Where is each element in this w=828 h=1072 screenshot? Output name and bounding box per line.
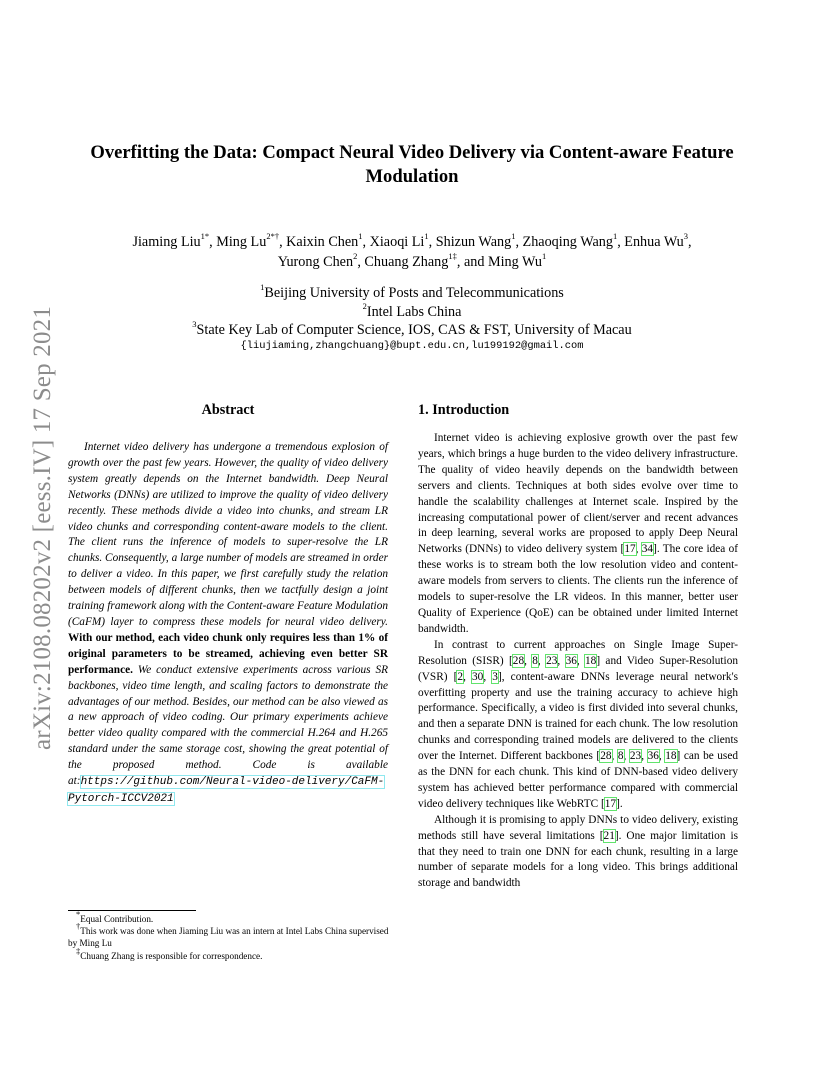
author-name: Kaixin Chen	[286, 234, 359, 250]
author-name: Chuang Zhang	[364, 254, 449, 270]
citation-link[interactable]: 28	[512, 654, 525, 667]
author-name: Yurong Chen	[277, 254, 354, 270]
introduction-body	[418, 431, 738, 892]
footnote-intern: †This work was done when Jiaming Liu was an intern at Intel Labs China supervised by Ming Lu	[68, 921, 389, 949]
author-name: Enhua Wu	[624, 234, 684, 250]
intro-paragraph-1: Internet video is achieving explosive growth over the past few years, which brings a huge burden to the video delivery infrastructure. The quality of video heavily depends on the bandwidth between servers and clients. Techniques at both sides evolve over time to handle the scalability challenges at Internet scale. Inspired by the increasing computational power of client/server and recent advances in deep learning, several works are proposed to apply Deep Neural Networks (DNNs) to video delivery system [17, 34]. The core idea of these works is to stream both the low resolution video and content-aware models from servers to clients. The clients run the inference of models to super-resolve the LR videos. In this manner, better user Quality of Experience (QoE) can be obtained under limited Internet bandwidth.	[418, 432, 738, 635]
author-affiliation-mark: 1	[511, 231, 516, 242]
author-list	[62, 232, 762, 272]
author-line-1: Jiaming Liu$^{1*}$, Ming $Lu^{2*\dagger}$, Kaixin Chen$^1$, Xiaoqi Li$^1$, Shizun Wang$^1$, Zhaoqing Wang$^1$, Enhua Wu$^3$,	[132, 231, 692, 250]
footnote-rule	[68, 910, 196, 911]
citation-link[interactable]: 36	[565, 654, 577, 667]
author-line-2: Yurong Chen$^2$, Chuang Zhang$^{1\ddagger}$, and Ming Wu$^1$	[277, 251, 547, 270]
citation-link[interactable]: 36	[647, 750, 659, 763]
affiliation-1: $^1$Beijing University of Posts and Telecommunications	[260, 282, 564, 301]
footnote-correspondence: ‡Chuang Zhang is responsible for correspondence.	[76, 945, 263, 961]
citation-link[interactable]: 28	[600, 750, 612, 763]
abstract-heading: Abstract	[201, 402, 255, 418]
author-affiliation-mark: 1	[612, 231, 618, 242]
author-affiliation-mark: 3	[683, 231, 688, 242]
author-affiliation-mark: 1	[424, 231, 429, 242]
abstract-text-2: We conduct extensive experiments across various SR backbones, video time length, and scaling factors to demonstrate the advantages of our method. Besides, our method can be also viewed as a new approach of video coding. Our primary experiments achieve better video quality compared with the commercial H.264 and H.265 standard under the same storage cost, showing the great potential of the proposed method. Code is available at:	[68, 663, 388, 788]
author-name: Zhaoqing Wang	[522, 234, 613, 250]
author-name: Jiaming Liu	[132, 234, 201, 250]
author-affiliation-mark: 1*	[200, 231, 210, 242]
citation-link[interactable]: 23	[629, 750, 642, 763]
citation-link[interactable]: 23	[546, 654, 558, 667]
intro-paragraph-2: In contrast to current approaches on Single Image Super-Resolution (SISR) [28, 8, 23, 36, 18] and Video Super-Resolution (VSR) [2, 30, 3], content-aware DNNs leverage neural network's overfitting property and use the training accuracy to achieve high performance. Specifically, a video is first divided into several chunks, and then a separate DNN is trained for each chunk. The low resolution chunks and corresponding trained models are delivered to the clients over the Internet. Different backbones [28, 8, 23, 36, 18] can be used as the DNN for each chunk. This kind of DNN-based video delivery system has achieved better performance compared with commercial video delivery techniques like WebRTC [17].	[418, 638, 738, 810]
email-addresses: {liujiaming,zhangchuang}@bupt.edu.cn,lu199192@gmail.com	[240, 339, 584, 352]
citation-link[interactable]: 8	[617, 750, 624, 763]
author-name: Xiaoqi Li	[369, 234, 425, 250]
abstract-body	[68, 440, 388, 808]
arxiv-stamp: arXiv:2108.08202v2 [eess.IV] 17 Sep 2021	[29, 305, 56, 750]
citation-link[interactable]: 17	[604, 797, 617, 810]
affiliation-2: $^2$Intel Labs China	[362, 300, 462, 320]
author-affiliation-mark: 1	[358, 231, 363, 242]
citation-link[interactable]: 17	[624, 543, 636, 556]
citation-link[interactable]: 21	[603, 829, 615, 842]
author-affiliation-mark: 2	[353, 251, 358, 262]
affiliation-3: $^3$State Key Lab of Computer Science, IOS, CAS & FST, University of Macau	[192, 319, 632, 338]
citation-link[interactable]: 3	[492, 670, 498, 683]
author-affiliation-mark: 2*†	[266, 231, 280, 242]
introduction-heading: 1. Introduction	[418, 402, 510, 418]
abstract-text-1: Internet video delivery has undergone a tremendous explosion of growth over the past few years. However, the quality of video delivery system greatly depends on the Internet bandwidth. Deep Neural Networks (DNNs) are utilized to improve the quality of video delivery recently. These methods divide a video into chunks, and stream LR video chunks and corresponding content-aware models to the client. The client runs the inference of models to super-resolve the LR chunks. Consequently, a large number of models are streamed in order to deliver a video. In this paper, we first carefully study the relation between models of different chunks, then we tactfully design a joint training framework along with the Content-aware Feature Modulation (CaFM) layer to compress these models for neural video delivery.	[68, 441, 388, 628]
citation-link[interactable]: 34	[641, 543, 654, 556]
intro-paragraph-3: Although it is promising to apply DNNs to video delivery, existing methods still have several limitations [21]. One major limitation is that they need to train one DNN for each chunk, resulting in a large number of separate models for a long video. This brings additional storage and bandwidth	[418, 813, 738, 890]
citation-link[interactable]: 30	[472, 670, 484, 683]
footnotes	[68, 908, 390, 962]
affiliations	[62, 284, 762, 353]
author-affiliation-mark: 1	[541, 251, 547, 262]
abstract-bold-claim: With our method, each video chunk only requires less than 1% of original parameters to be streamed, achieving even better SR performance.	[68, 631, 388, 676]
author-name: Ming Lu	[216, 234, 267, 250]
citation-link[interactable]: 2	[457, 670, 464, 683]
author-name: Shizun Wang	[435, 234, 512, 250]
footnote-equal-contribution: *Equal Contribution.	[76, 908, 154, 924]
paper-title: Overfitting the Data: Compact Neural Video Delivery via Content-aware Feature Modulation	[90, 142, 734, 187]
author-name: Ming Wu	[488, 254, 542, 270]
citation-link[interactable]: 18	[665, 750, 677, 763]
code-url-link[interactable]: https://github.com/Neural-video-delivery/CaFM-Pytorch-ICCV2021	[68, 776, 385, 805]
author-affiliation-mark: 1‡	[448, 251, 457, 262]
citation-link[interactable]: 18	[585, 654, 597, 667]
citation-link[interactable]: 8	[532, 654, 538, 667]
